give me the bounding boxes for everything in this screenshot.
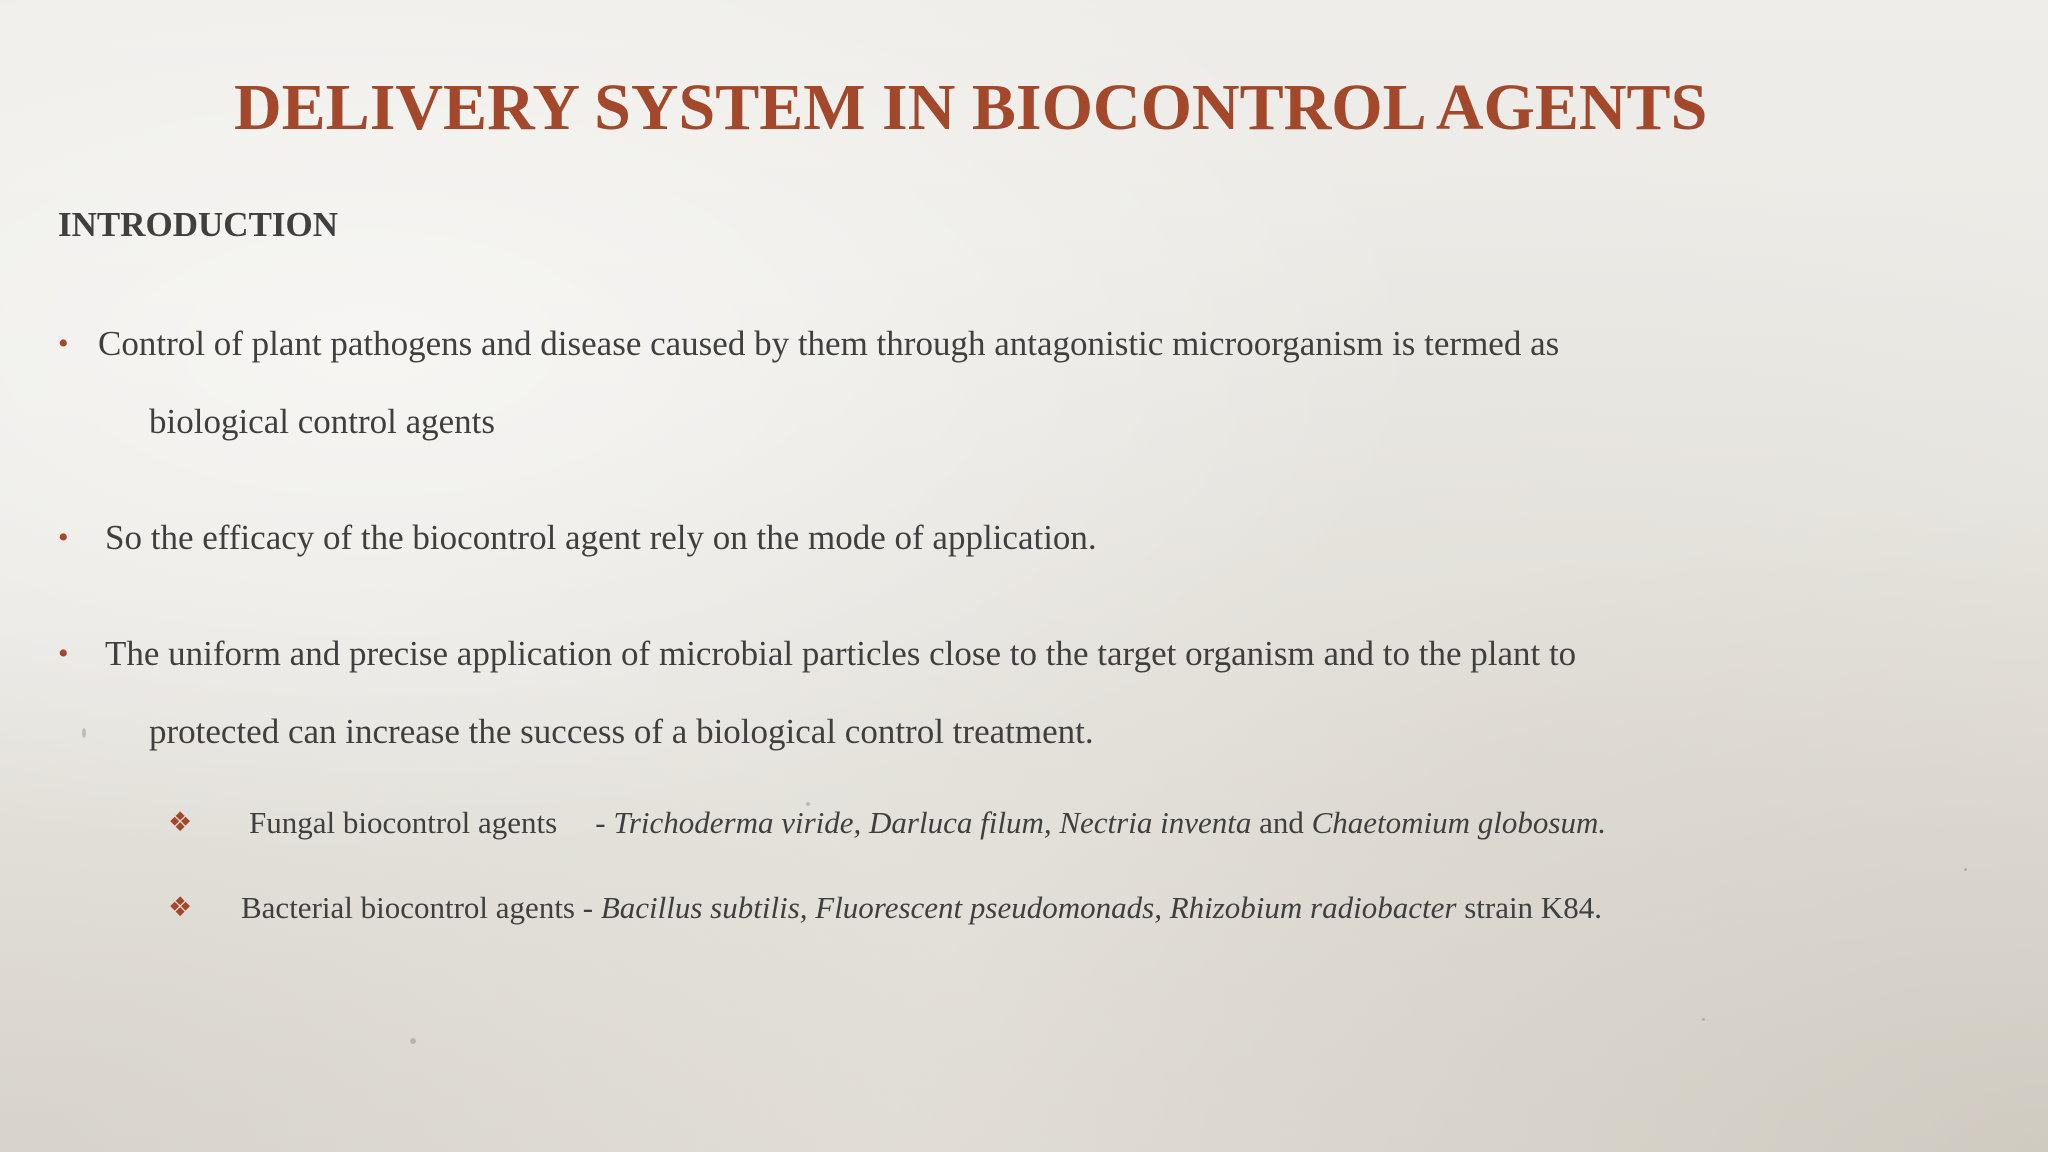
bullet-dot-icon: •	[58, 521, 69, 554]
four-diamond-ornament-icon: ❖	[168, 892, 193, 923]
paper-speck	[410, 1038, 416, 1044]
sub-bullet-fungal-species-last: Chaetomium globosum.	[1311, 805, 1607, 840]
slide-title: DELIVERY SYSTEM IN BIOCONTROL AGENTS	[234, 71, 1708, 144]
bullet-1-line-2: biological control agents	[149, 402, 496, 441]
sub-bullet-bacterial-label: Bacterial biocontrol agents	[241, 890, 575, 925]
sub-bullet-bacterial	[241, 886, 1602, 930]
sub-bullet-fungal-separator: -	[595, 805, 614, 840]
sub-bullet-bacterial-suffix: strain K84.	[1456, 890, 1602, 925]
bullet-1-line-1: Control of plant pathogens and disease caused by them through antagonistic microorganism is termed as	[98, 324, 1560, 363]
section-heading: INTRODUCTION	[58, 205, 339, 244]
sub-bullet-bacterial-separator: -	[575, 890, 601, 925]
sub-bullet-fungal-label: Fungal biocontrol agents	[249, 805, 558, 840]
paper-speck	[1964, 868, 1967, 871]
paper-speck	[1702, 1018, 1705, 1021]
four-diamond-ornament-icon: ❖	[168, 807, 193, 838]
bullet-2-line-1: So the efficacy of the biocontrol agent rely on the mode of application.	[105, 518, 1097, 557]
sub-bullet-fungal	[249, 801, 1606, 845]
sub-bullet-bacterial-species: Bacillus subtilis, Fluorescent pseudomonads, Rhizobium radiobacter	[600, 890, 1457, 925]
sub-bullet-fungal-species: Trichoderma viride, Darluca filum, Nectria inventa	[613, 805, 1252, 840]
bullet-dot-icon: •	[58, 637, 69, 670]
bullet-dot-icon: •	[58, 327, 69, 360]
paper-speck	[82, 728, 86, 738]
bullet-3-line-1: The uniform and precise application of microbial particles close to the target organism and to the plant to	[105, 634, 1577, 673]
sub-bullet-fungal-conjunction: and	[1251, 805, 1312, 840]
bullet-3-line-2: protected can increase the success of a biological control treatment.	[149, 712, 1094, 751]
